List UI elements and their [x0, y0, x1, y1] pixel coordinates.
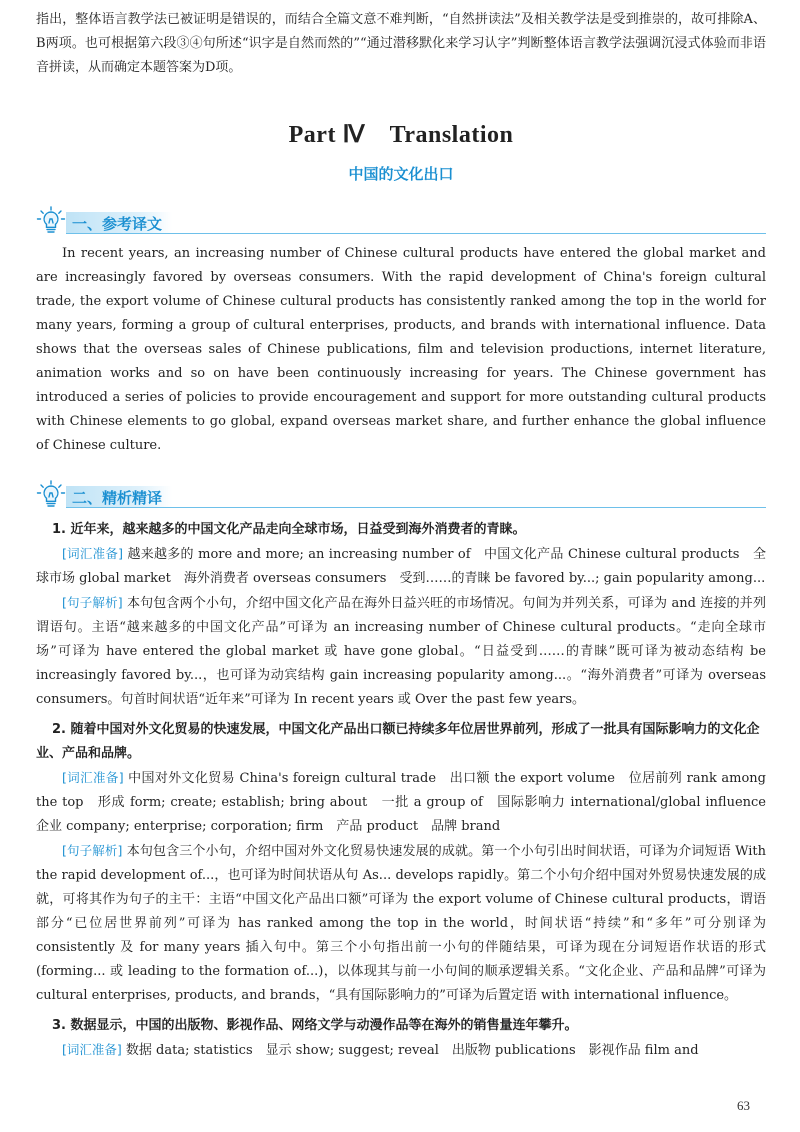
item1-question: 1. 近年来，越来越多的中国文化产品走向全球市场，日益受到海外消费者的青睐。	[52, 522, 526, 537]
item3-vocab-text: 数据 data; statistics 显示 show; suggest; reveal 出版物 publications 影视作品 film and	[121, 1043, 699, 1058]
part-title: Part Ⅳ Translation	[288, 122, 514, 148]
section1-rule	[66, 233, 766, 234]
item1-vocab-text: 越来越多的 more and more; an increasing number of 中国文化产品 Chinese cultural products 全球市场 global market 海外消费者 overseas consumers 受到……的青睐 be favored by...; gain popularity among...	[36, 547, 766, 586]
item2-question: 2. 随着中国对外文化贸易的快速发展，中国文化产品出口额已持续多年位居世界前列，形成了一批具有国际影响力的文化企业、产品和品牌。	[36, 722, 760, 761]
item1-analysis-tag: [句子解析]	[62, 595, 123, 610]
page-number: 63	[737, 1098, 750, 1113]
item3-question: 3. 数据显示，中国的出版物、影视作品、网络文学与动漫作品等在海外的销售量连年攀升。	[52, 1018, 578, 1033]
item1-analysis-text: 本句包含两个小句，介绍中国文化产品在海外日益兴旺的市场情况。句间为并列关系，可译为 and 连接的并列谓语句。主语“越来越多的中国文化产品”可译为 an increasing number of Chinese cultural products。“走向全球市场”可译为 have entered the global market 或 have gone global。“日益受到……的青睐”既可译为被动态结构 be increasingly favored by...，也可译为动宾结构 gain increasing popularity among...。“海外消费者”可译为 overseas consumers。句首时间状语“近年来”可译为 In recent years 或 Over the past few years。	[36, 596, 766, 707]
intro-paragraph: 指出，整体语言教学法已被证明是错误的，而结合全篇文意不难判断，“自然拼读法”及相关教学法是受到推崇的，故可排除A、B两项。也可根据第六段③④句所述“识字是自然而然的”“通过潜移默化来学习认字”判断整体语言教学法强调沉浸式体验而非语音拼读，从而确定本题答案为D项。	[36, 12, 766, 75]
section1-heading-text: 一、参考译文	[72, 214, 163, 233]
lightbulb-icon	[36, 206, 66, 234]
item2-vocab	[36, 766, 780, 839]
item3-vocab-tag: [词汇准备]	[62, 1042, 122, 1057]
reference-translation: In recent years, an increasing number of Chinese cultural products have entered the global market and are increasingly favored by overseas consumers. With the rapid development of China's foreign cultural trade, the export volume of Chinese cultural products has consistently ranked among the top in the world for many years, forming a group of cultural enterprises, products, and brands with international influence. Data shows that the overseas sales of Chinese publications, film and television productions, internet literature, animation works and so on have been continuously increasing for years. The Chinese government has introduced a series of policies to provide encouragement and support for more outstanding cultural products with Chinese elements to go global, expand overseas market share, and further enhance the global influence of Chinese culture.	[36, 246, 766, 453]
section1-heading	[36, 206, 766, 234]
section2-rule	[66, 507, 766, 508]
lightbulb-icon	[36, 480, 66, 508]
item2-analysis-text: 本句包含三个小句，介绍中国对外文化贸易快速发展的成就。第一个小句引出时间状语，可译为介词短语 With the rapid development of...，也可译为时间状语从句 As... develops rapidly。第二个小句介绍中国对外贸易快速发展的成就，可将其作为句子的主干：主语“中国文化产品出口额”可译为 the export volume of Chinese cultural products，谓语部分“已位居世界前列”可译为 has ranked among the top in the world，时间状语“持续”和“多年”可分别译为 consistently 及 for many years 插入句中。第三个小句指出前一小句的伴随结果，可译为现在分词短语作状语的形式(forming... 或 leading to the formation of...)，以体现其与前一小句间的顺承逻辑关系。“文化企业、产品和品牌”可译为 cultural enterprises, products, and brands，“具有国际影响力的”可译为后置定语 with international influence。	[36, 844, 766, 1003]
item1-vocab	[36, 542, 766, 591]
item3-vocab	[36, 1038, 766, 1063]
item2-vocab-tag: [词汇准备]	[62, 770, 124, 785]
item2-analysis-tag: [句子解析]	[62, 843, 123, 858]
page-body	[36, 0, 780, 1063]
section2-heading	[36, 480, 766, 508]
section2-heading-text: 二、精析精译	[72, 488, 163, 507]
section2-heading-band	[66, 486, 172, 508]
item1-analysis	[36, 591, 766, 712]
section1-heading-band	[66, 212, 172, 234]
item2-analysis	[36, 839, 766, 1008]
item1-vocab-tag: [词汇准备]	[62, 546, 124, 561]
item2-vocab-text: 中国对外文化贸易 China's foreign cultural trade 出口额 the export volume 位居前列 rank among the top 形成 form; create; establish; bring about 一批 a group of 国际影响力 international/global influence 企业 company; enterprise; corporation; firm 产品 product 品牌 brand	[36, 771, 780, 834]
part-subtitle: 中国的文化出口	[348, 165, 454, 183]
